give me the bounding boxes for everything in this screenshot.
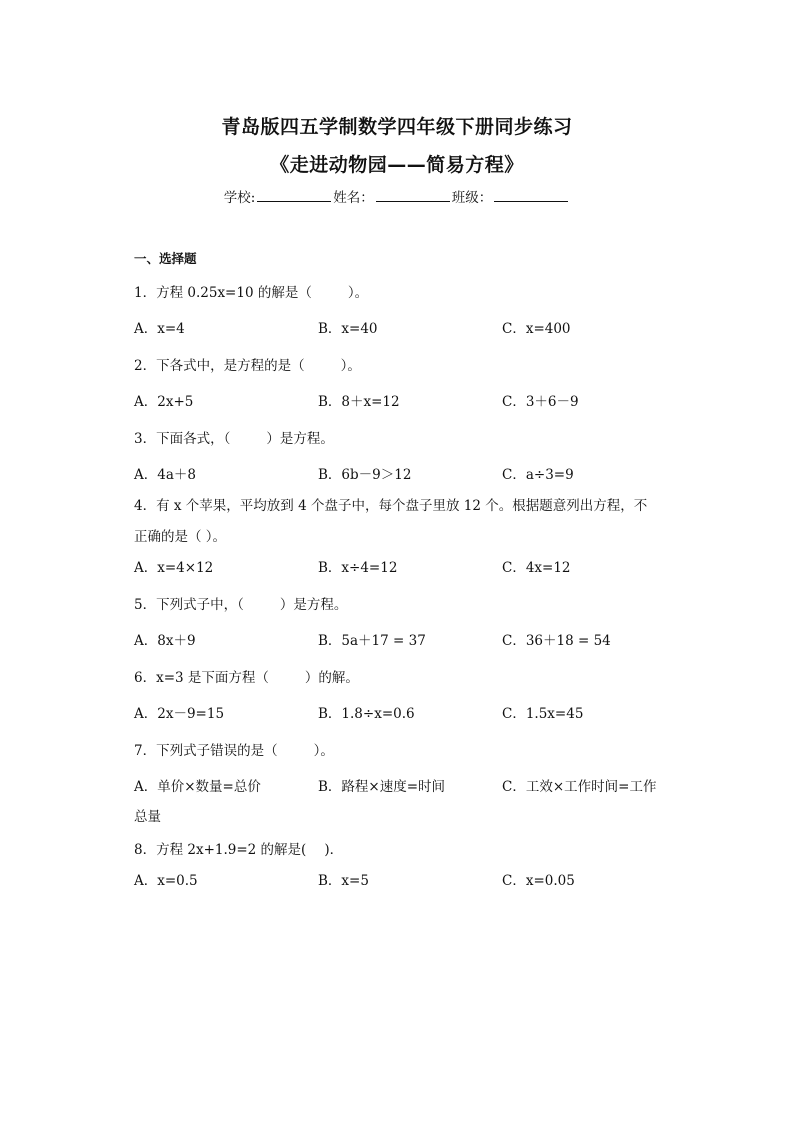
question-2 [134, 354, 361, 374]
class-label: 班级： [451, 190, 493, 206]
option-a[interactable]: A．2x－9=15 [134, 706, 225, 722]
option-c[interactable]: C．1.5x=45 [502, 706, 584, 722]
question-number: 7． [134, 743, 157, 759]
option-a[interactable]: A．4a＋8 [134, 467, 196, 483]
question-number: 2． [134, 358, 157, 374]
question-text-end: ）的解。 [304, 670, 359, 686]
question-text: 下面各式，（ [156, 431, 231, 447]
option-a[interactable]: A．单价×数量=总价 [134, 779, 261, 795]
worksheet-title: 青岛版四五学制数学四年级下册同步练习 [221, 116, 573, 138]
option-c[interactable]: C．3＋6－9 [502, 394, 579, 410]
question-1 [134, 281, 368, 301]
option-b[interactable]: B．x=40 [318, 321, 378, 337]
question-text: 下各式中，是方程的是（ [156, 358, 305, 374]
option-b[interactable]: B．5a＋17 = 37 [318, 633, 426, 649]
question-5 [134, 593, 347, 613]
option-c[interactable]: C．工效×工作时间=工作 [502, 779, 657, 795]
question-text-end: ）。 [340, 358, 361, 374]
option-c[interactable]: C．x=0.05 [502, 873, 575, 889]
option-c-continuation: 总量 [134, 809, 161, 825]
option-b[interactable]: B．6b－9＞12 [318, 467, 412, 483]
question-number: 1． [134, 285, 157, 301]
question-4-line2: 正确的是（ ）。 [134, 529, 227, 545]
class-blank[interactable] [494, 189, 568, 202]
school-label: 学校: [223, 190, 256, 206]
question-number: 4． [134, 498, 157, 514]
student-info-line [0, 186, 794, 206]
question-text: 方程 2x+1.9=2 的解是( [156, 842, 307, 858]
name-blank[interactable] [376, 189, 450, 202]
question-text-end: ）。 [313, 743, 334, 759]
option-a[interactable]: A．x=4 [134, 321, 185, 337]
question-text-end: ）是方程。 [279, 597, 348, 613]
question-text-end: )． [324, 842, 344, 858]
question-text: 下列式子中，（ [156, 597, 244, 613]
school-blank[interactable] [257, 189, 331, 202]
question-3 [134, 427, 334, 447]
question-text-end: ）。 [347, 285, 369, 301]
option-c[interactable]: C．4x=12 [502, 560, 571, 576]
worksheet-subtitle: 《走进动物园——简易方程》 [270, 154, 524, 176]
option-a[interactable]: A．x=4×12 [134, 560, 214, 576]
question-number: 8． [134, 842, 157, 858]
option-a[interactable]: A．2x+5 [134, 394, 194, 410]
question-number: 5． [134, 597, 157, 613]
option-b[interactable]: B．x÷4=12 [318, 560, 398, 576]
question-4 [134, 494, 647, 514]
section-title: 一、选择题 [134, 251, 197, 266]
option-b[interactable]: B．1.8÷x=0.6 [318, 706, 415, 722]
question-text-end: ）是方程。 [266, 431, 334, 447]
question-text: 有 x 个苹果，平均放到 4 个盘子中，每个盘子里放 12 个。根据题意列出方程，不 [156, 498, 648, 514]
option-c[interactable]: C．36＋18 = 54 [502, 633, 611, 649]
option-c[interactable]: C．x=400 [502, 321, 571, 337]
option-b[interactable]: B．x=5 [318, 873, 369, 889]
option-a[interactable]: A．x=0.5 [134, 873, 198, 889]
question-text: 下列式子错误的是（ [156, 743, 278, 759]
question-7 [134, 739, 334, 759]
question-6 [134, 666, 359, 686]
option-c[interactable]: C．a÷3=9 [502, 467, 574, 483]
name-label: 姓名： [333, 190, 374, 206]
option-b[interactable]: B．8＋x=12 [318, 394, 400, 410]
question-text: 方程 0.25x=10 的解是（ [156, 285, 312, 301]
option-a[interactable]: A．8x＋9 [134, 633, 196, 649]
question-number: 6． [134, 670, 157, 686]
question-8 [134, 838, 343, 858]
option-b[interactable]: B．路程×速度=时间 [318, 779, 446, 795]
question-number: 3． [134, 431, 157, 447]
question-text: x=3 是下面方程（ [156, 670, 269, 686]
